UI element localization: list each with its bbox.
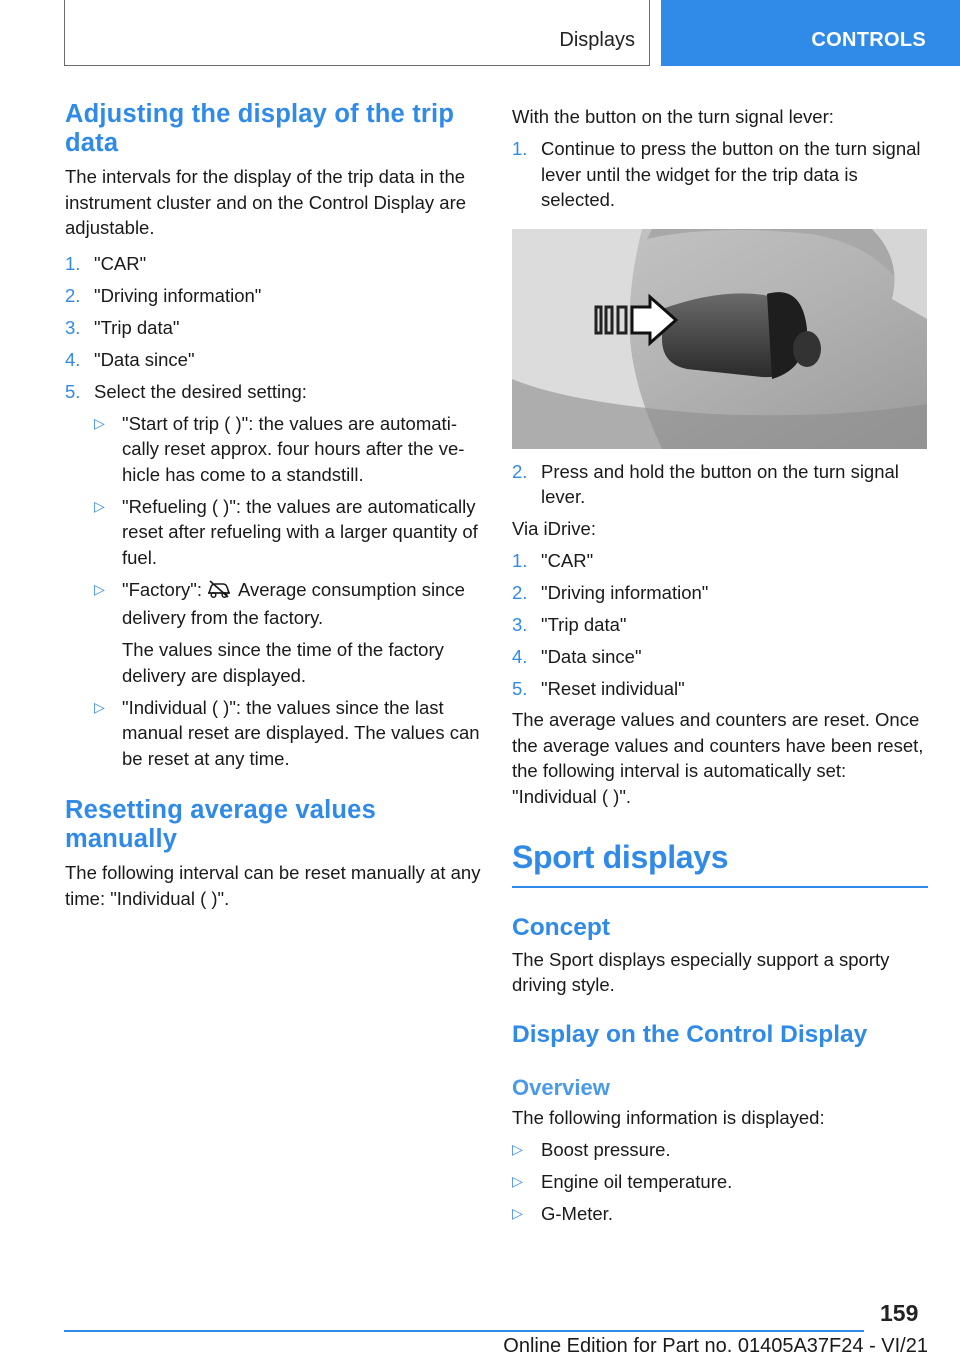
right-column: [512, 104, 928, 1226]
reset-result: The average values and counters are reset. Once the average values and counters have been reset, the following interval is automatically set: "Individual ( )".: [512, 709, 924, 807]
page-number: 159: [880, 1300, 919, 1326]
idrive-intro: Via iDrive:: [512, 517, 596, 539]
section-title: Displays: [559, 29, 635, 51]
footer-edition: Online Edition for Part no. 01405A37F24 - VI/21: [503, 1335, 928, 1357]
header-chapter-tab[interactable]: [661, 0, 960, 66]
triangle-bullet-icon: ▷: [94, 580, 105, 597]
triangle-bullet-icon: ▷: [94, 414, 105, 431]
triangle-bullet-icon: ▷: [512, 1172, 523, 1189]
heading-concept: Concept: [512, 913, 610, 941]
list-item: 4. "Data since": [512, 645, 642, 667]
settings-bullets: [65, 411, 481, 772]
heading-overview: Overview: [512, 1074, 610, 1100]
factory-subtext: The values since the time of the factory delivery are displayed.: [122, 639, 444, 686]
bullet-factory: ▷ "Factory": Average consumption since delivery from the factory.: [94, 578, 465, 628]
bullet-item: ▷ Engine oil temperature.: [512, 1169, 928, 1195]
list-item: 2. "Driving information": [65, 284, 262, 306]
bullet-individual: ▷ "Individual ( )": the values since the last manual reset are displayed. The values can be reset at any time.: [94, 696, 480, 769]
list-item: 2. Press and hold the button on the turn signal lever.: [512, 460, 899, 507]
heading-reset-averages: Resetting average values manually: [65, 796, 376, 853]
reset-paragraph: The following interval can be reset manually at any time: "Individual ( )".: [65, 862, 481, 909]
triangle-bullet-icon: ▷: [94, 497, 105, 514]
heading-sport-displays: Sport displays: [512, 839, 729, 875]
idrive-steps: [512, 548, 928, 702]
left-column: [65, 100, 481, 911]
list-item: 3. "Trip data": [512, 613, 627, 635]
turn-signal-lever-image: [512, 229, 927, 449]
bullet-start-of-trip: ▷ "Start of trip ( )": the values are automatically reset approx. four hours after the vehicle has come to a standstill.: [94, 412, 465, 485]
footer-rule: [64, 1330, 864, 1332]
list-item: 5. "Reset individual": [512, 677, 685, 699]
bullet-item: ▷ Boost pressure.: [512, 1137, 928, 1163]
list-item: 4. "Data since": [65, 348, 195, 370]
intro-paragraph: The intervals for the display of the trip data in the instrument cluster and on the Control Display are adjustable.: [65, 166, 467, 238]
heading-control-display: Display on the Control Display: [512, 1020, 868, 1048]
list-item: 1. Continue to press the button on the turn signal lever until the widget for the trip data is selected.: [512, 138, 921, 210]
chapter-title: CONTROLS: [811, 29, 926, 51]
list-item: 5. Select the desired setting:: [65, 380, 307, 402]
concept-paragraph: The Sport displays especially support a sporty driving style.: [512, 948, 890, 995]
header-section-box: [64, 0, 650, 66]
bullet-refueling: ▷ "Refueling ( )": the values are automatically reset after refueling with a larger quantity of fuel.: [94, 495, 478, 568]
heading-adjust-trip-data: Adjusting the display of the trip data: [65, 100, 455, 157]
list-item: 2. "Driving information": [512, 581, 709, 603]
overview-bullets: [512, 1137, 928, 1227]
heading-rule: [512, 886, 928, 888]
overview-paragraph: The following information is displayed:: [512, 1106, 825, 1128]
triangle-bullet-icon: ▷: [94, 698, 105, 715]
list-item: 1. "CAR": [512, 549, 594, 571]
bullet-item: ▷ G-Meter.: [512, 1201, 928, 1227]
triangle-bullet-icon: ▷: [512, 1204, 523, 1221]
list-item: 3. "Trip data": [65, 316, 180, 338]
triangle-bullet-icon: ▷: [512, 1140, 523, 1157]
car-icon: [206, 579, 232, 606]
lever-intro: With the button on the turn signal lever:: [512, 106, 834, 127]
list-item: 1. "CAR": [65, 252, 147, 274]
steps-list: [65, 251, 481, 405]
